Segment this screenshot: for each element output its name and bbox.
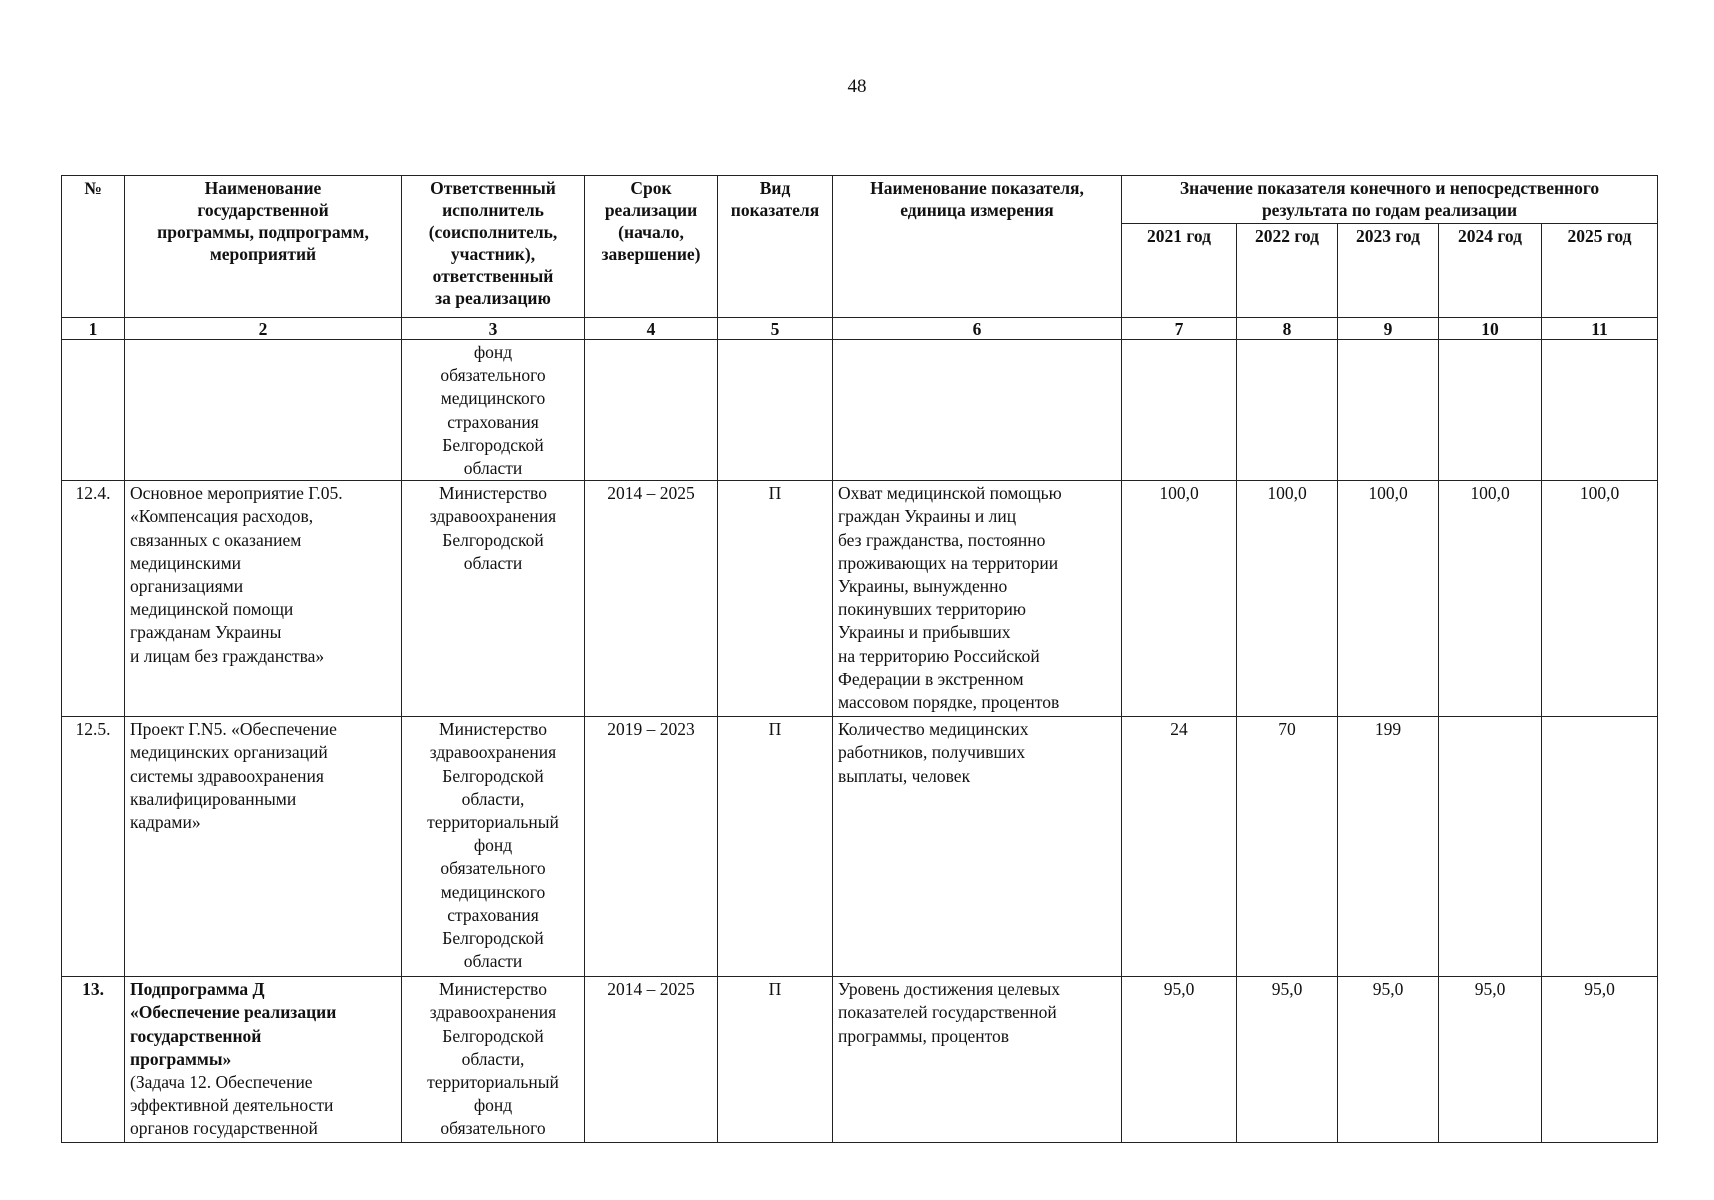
column-number: 10 bbox=[1439, 318, 1542, 340]
row-indicator-kind: П bbox=[718, 481, 833, 717]
column-number: 4 bbox=[585, 318, 718, 340]
row-value-2023: 199 bbox=[1338, 717, 1439, 977]
subprogram-title: Подпрограмма Д «Обеспечение реализации государственной программы» bbox=[130, 979, 337, 1069]
header-period: Срок реализации (начало, завершение) bbox=[585, 176, 718, 318]
column-number: 1 bbox=[62, 318, 125, 340]
row-value-2025: 100,0 bbox=[1542, 481, 1658, 717]
row-period bbox=[585, 340, 718, 481]
column-number: 2 bbox=[125, 318, 402, 340]
row-program-name: Проект Г.N5. «Обеспечение медицинских организаций системы здравоохранения квалифицированными кадрами» bbox=[125, 717, 402, 977]
table-row bbox=[62, 340, 1658, 481]
row-period: 2014 – 2025 bbox=[585, 977, 718, 1143]
table-row bbox=[62, 481, 1658, 717]
column-number: 7 bbox=[1122, 318, 1237, 340]
row-period: 2014 – 2025 bbox=[585, 481, 718, 717]
table-row bbox=[62, 977, 1658, 1143]
row-executor: Министерство здравоохранения Белгородской области, территориальный фонд обязательного bbox=[402, 977, 585, 1143]
table-row bbox=[62, 717, 1658, 977]
row-period: 2019 – 2023 bbox=[585, 717, 718, 977]
row-indicator-name bbox=[833, 340, 1122, 481]
row-value-2024: 100,0 bbox=[1439, 481, 1542, 717]
row-indicator-kind: П bbox=[718, 977, 833, 1143]
column-number: 11 bbox=[1542, 318, 1658, 340]
row-value-2025 bbox=[1542, 717, 1658, 977]
header-executor: Ответственный исполнитель (соисполнитель, участник), ответственный за реализацию bbox=[402, 176, 585, 318]
row-program-name bbox=[125, 340, 402, 481]
row-program-name bbox=[125, 977, 402, 1143]
column-numbers-row bbox=[62, 318, 1658, 340]
row-num: 13. bbox=[62, 977, 125, 1143]
header-year-2025: 2025 год bbox=[1542, 224, 1658, 318]
row-indicator-kind bbox=[718, 340, 833, 481]
row-value-2021 bbox=[1122, 340, 1237, 481]
column-number: 9 bbox=[1338, 318, 1439, 340]
row-executor: фонд обязательного медицинского страхования Белгородской области bbox=[402, 340, 585, 481]
row-indicator-kind: П bbox=[718, 717, 833, 977]
header-row bbox=[62, 176, 1658, 224]
row-program-name: Основное мероприятие Г.05. «Компенсация расходов, связанных с оказанием медицинскими организациями медицинской помощи гражданам Украины и лицам без гражданства» bbox=[125, 481, 402, 717]
column-number: 6 bbox=[833, 318, 1122, 340]
row-value-2023 bbox=[1338, 340, 1439, 481]
row-executor: Министерство здравоохранения Белгородской области, территориальный фонд обязательного медицинского страхования Белгородской области bbox=[402, 717, 585, 977]
header-program-name: Наименование государственной программы, подпрограмм, мероприятий bbox=[125, 176, 402, 318]
header-year-2022: 2022 год bbox=[1237, 224, 1338, 318]
row-value-2025 bbox=[1542, 340, 1658, 481]
column-number: 3 bbox=[402, 318, 585, 340]
row-value-2021: 24 bbox=[1122, 717, 1237, 977]
row-indicator-name: Охват медицинской помощью граждан Украины и лиц без гражданства, постоянно проживающих на территории Украины, вынужденно покинувших территорию Украины и прибывших на территорию Российской Федерации в экстренном массовом порядке, процентов bbox=[833, 481, 1122, 717]
header-values-group: Значение показателя конечного и непосредственного результата по годам реализации bbox=[1122, 176, 1658, 224]
row-indicator-name: Уровень достижения целевых показателей государственной программы, процентов bbox=[833, 977, 1122, 1143]
row-num bbox=[62, 340, 125, 481]
header-year-2021: 2021 год bbox=[1122, 224, 1237, 318]
header-indicator-name: Наименование показателя, единица измерения bbox=[833, 176, 1122, 318]
row-value-2022: 70 bbox=[1237, 717, 1338, 977]
column-number: 5 bbox=[718, 318, 833, 340]
header-year-2024: 2024 год bbox=[1439, 224, 1542, 318]
row-value-2025: 95,0 bbox=[1542, 977, 1658, 1143]
row-value-2022: 100,0 bbox=[1237, 481, 1338, 717]
column-number: 8 bbox=[1237, 318, 1338, 340]
row-value-2024: 95,0 bbox=[1439, 977, 1542, 1143]
header-year-2023: 2023 год bbox=[1338, 224, 1439, 318]
row-num: 12.4. bbox=[62, 481, 125, 717]
row-value-2022: 95,0 bbox=[1237, 977, 1338, 1143]
row-value-2022 bbox=[1237, 340, 1338, 481]
row-value-2021: 95,0 bbox=[1122, 977, 1237, 1143]
page-number: 48 bbox=[847, 76, 867, 97]
header-indicator-kind: Вид показателя bbox=[718, 176, 833, 318]
row-executor: Министерство здравоохранения Белгородской области bbox=[402, 481, 585, 717]
row-value-2024 bbox=[1439, 717, 1542, 977]
program-indicators-table bbox=[61, 175, 1658, 1143]
row-value-2023: 95,0 bbox=[1338, 977, 1439, 1143]
row-value-2021: 100,0 bbox=[1122, 481, 1237, 717]
row-value-2024 bbox=[1439, 340, 1542, 481]
header-num: № bbox=[62, 176, 125, 318]
row-value-2023: 100,0 bbox=[1338, 481, 1439, 717]
row-indicator-name: Количество медицинских работников, получивших выплаты, человек bbox=[833, 717, 1122, 977]
row-num: 12.5. bbox=[62, 717, 125, 977]
subprogram-task: (Задача 12. Обеспечение эффективной деятельности органов государственной bbox=[130, 1072, 334, 1139]
